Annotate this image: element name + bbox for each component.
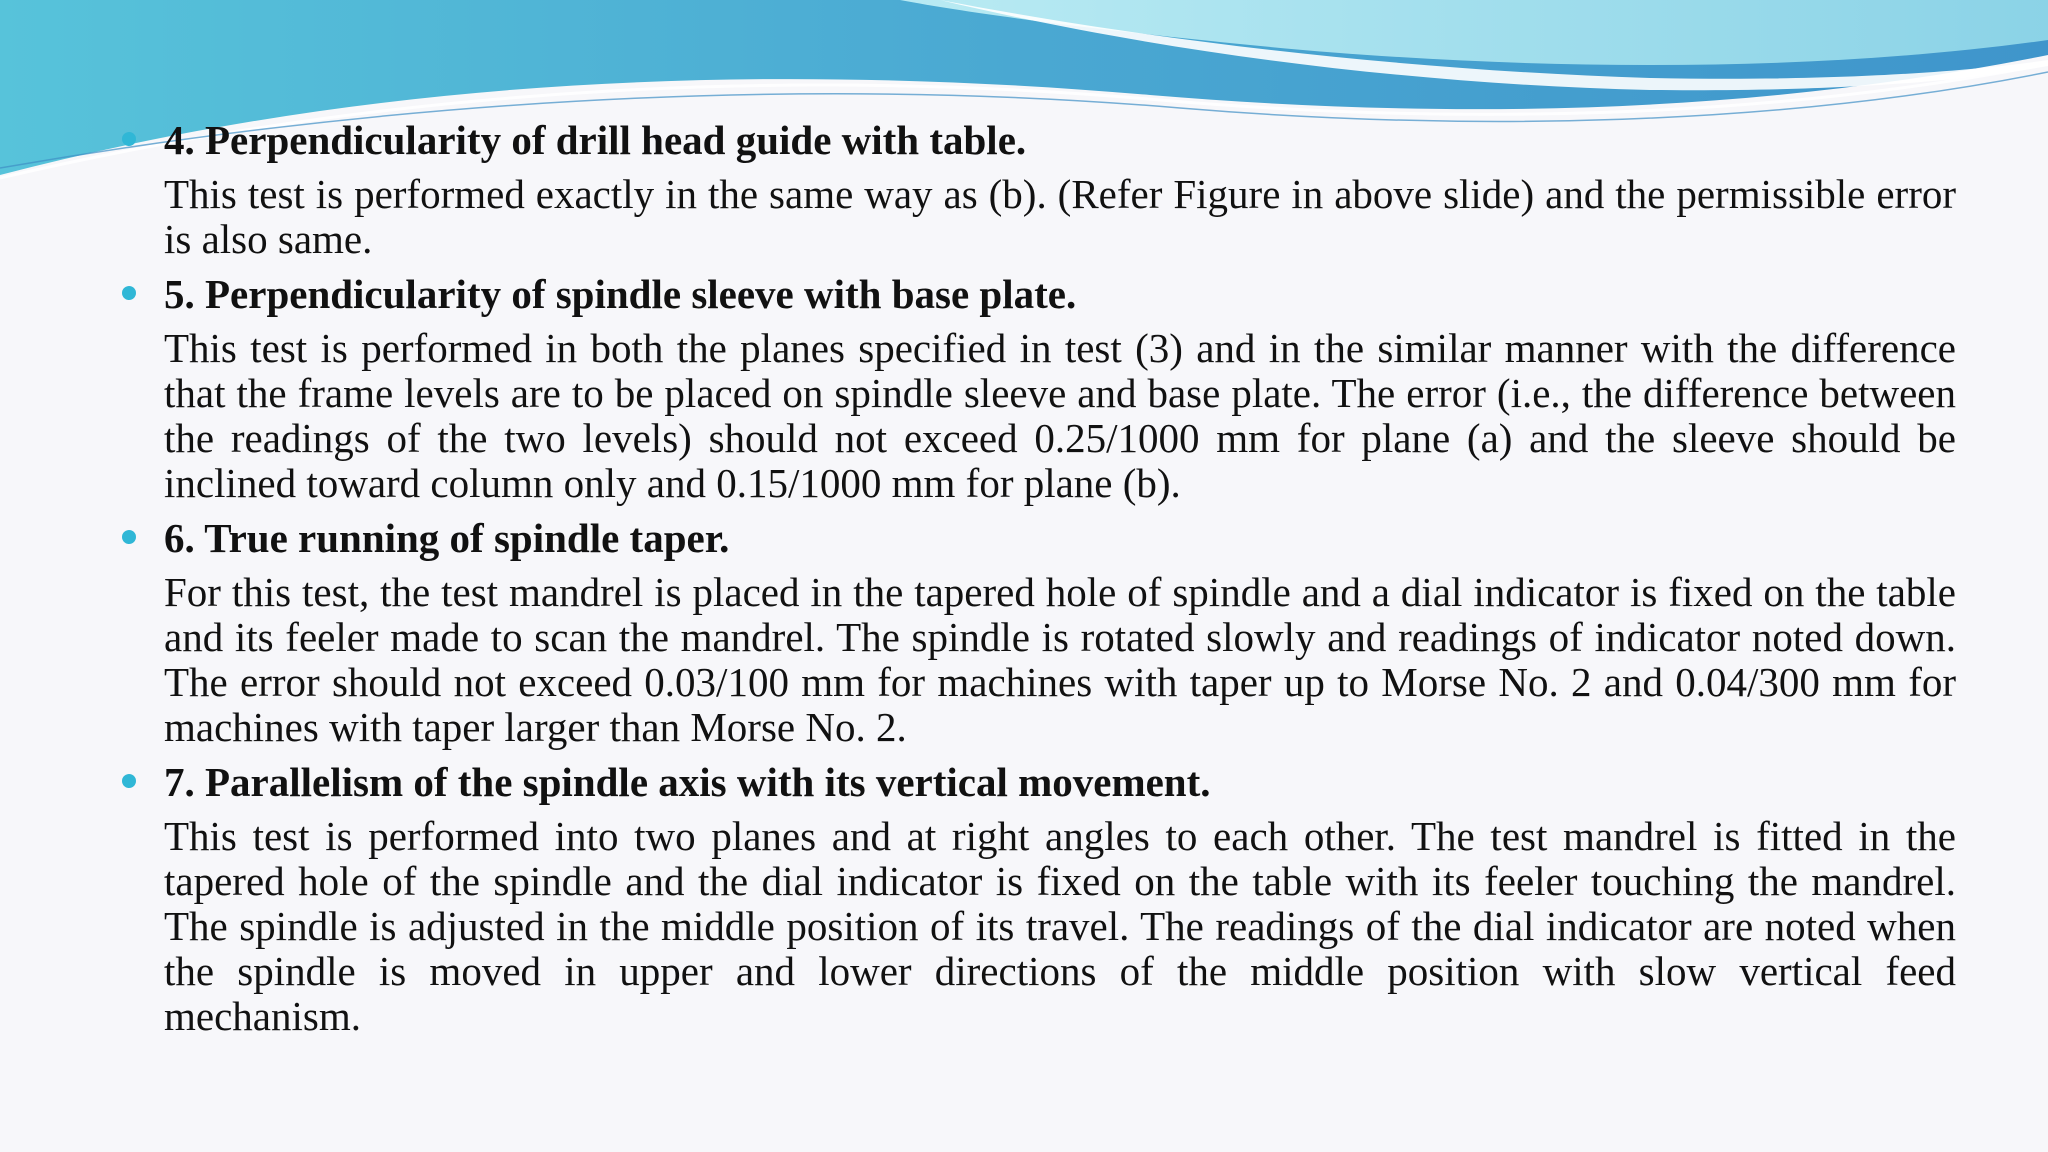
item-body: This test is performed exactly in the same way as (b). (Refer Figure in above slide) and the permissible error is also same.	[164, 171, 1956, 262]
bullet-icon	[122, 286, 136, 300]
list-item	[116, 514, 1956, 750]
content-list	[116, 116, 1956, 1047]
bullet-icon	[122, 530, 136, 544]
item-heading: 6. True running of spindle taper.	[164, 515, 730, 561]
item-body: For this test, the test mandrel is placed in the tapered hole of spindle and a dial indicator is fixed on the table and its feeler made to scan the mandrel. The spindle is rotated slowly and readings of indicator noted down. The error should not exceed 0.03/100 mm for machines with taper up to Morse No. 2 and 0.04/300 mm for machines with taper larger than Morse No. 2.	[164, 569, 1956, 750]
list-item	[116, 758, 1956, 1039]
bullet-icon	[122, 132, 136, 146]
item-body: This test is performed in both the planes specified in test (3) and in the similar manner with the difference that the frame levels are to be placed on spindle sleeve and base plate. The error (i.e., the difference between the readings of the two levels) should not exceed 0.25/1000 mm for plane (a) and the sleeve should be inclined toward column only and 0.15/1000 mm for plane (b).	[164, 325, 1956, 506]
item-heading: 7. Parallelism of the spindle axis with its vertical movement.	[164, 759, 1211, 805]
item-heading: 5. Perpendicularity of spindle sleeve with base plate.	[164, 271, 1077, 317]
list-item	[116, 270, 1956, 506]
list-item	[116, 116, 1956, 262]
item-body: This test is performed into two planes and at right angles to each other. The test mandrel is fitted in the tapered hole of the spindle and the dial indicator is fixed on the table with its feeler touching the mandrel. The spindle is adjusted in the middle position of its travel. The readings of the dial indicator are noted when the spindle is moved in upper and lower directions of the middle position with slow vertical feed mechanism.	[164, 813, 1956, 1039]
item-heading: 4. Perpendicularity of drill head guide with table.	[164, 117, 1027, 163]
bullet-icon	[122, 774, 136, 788]
